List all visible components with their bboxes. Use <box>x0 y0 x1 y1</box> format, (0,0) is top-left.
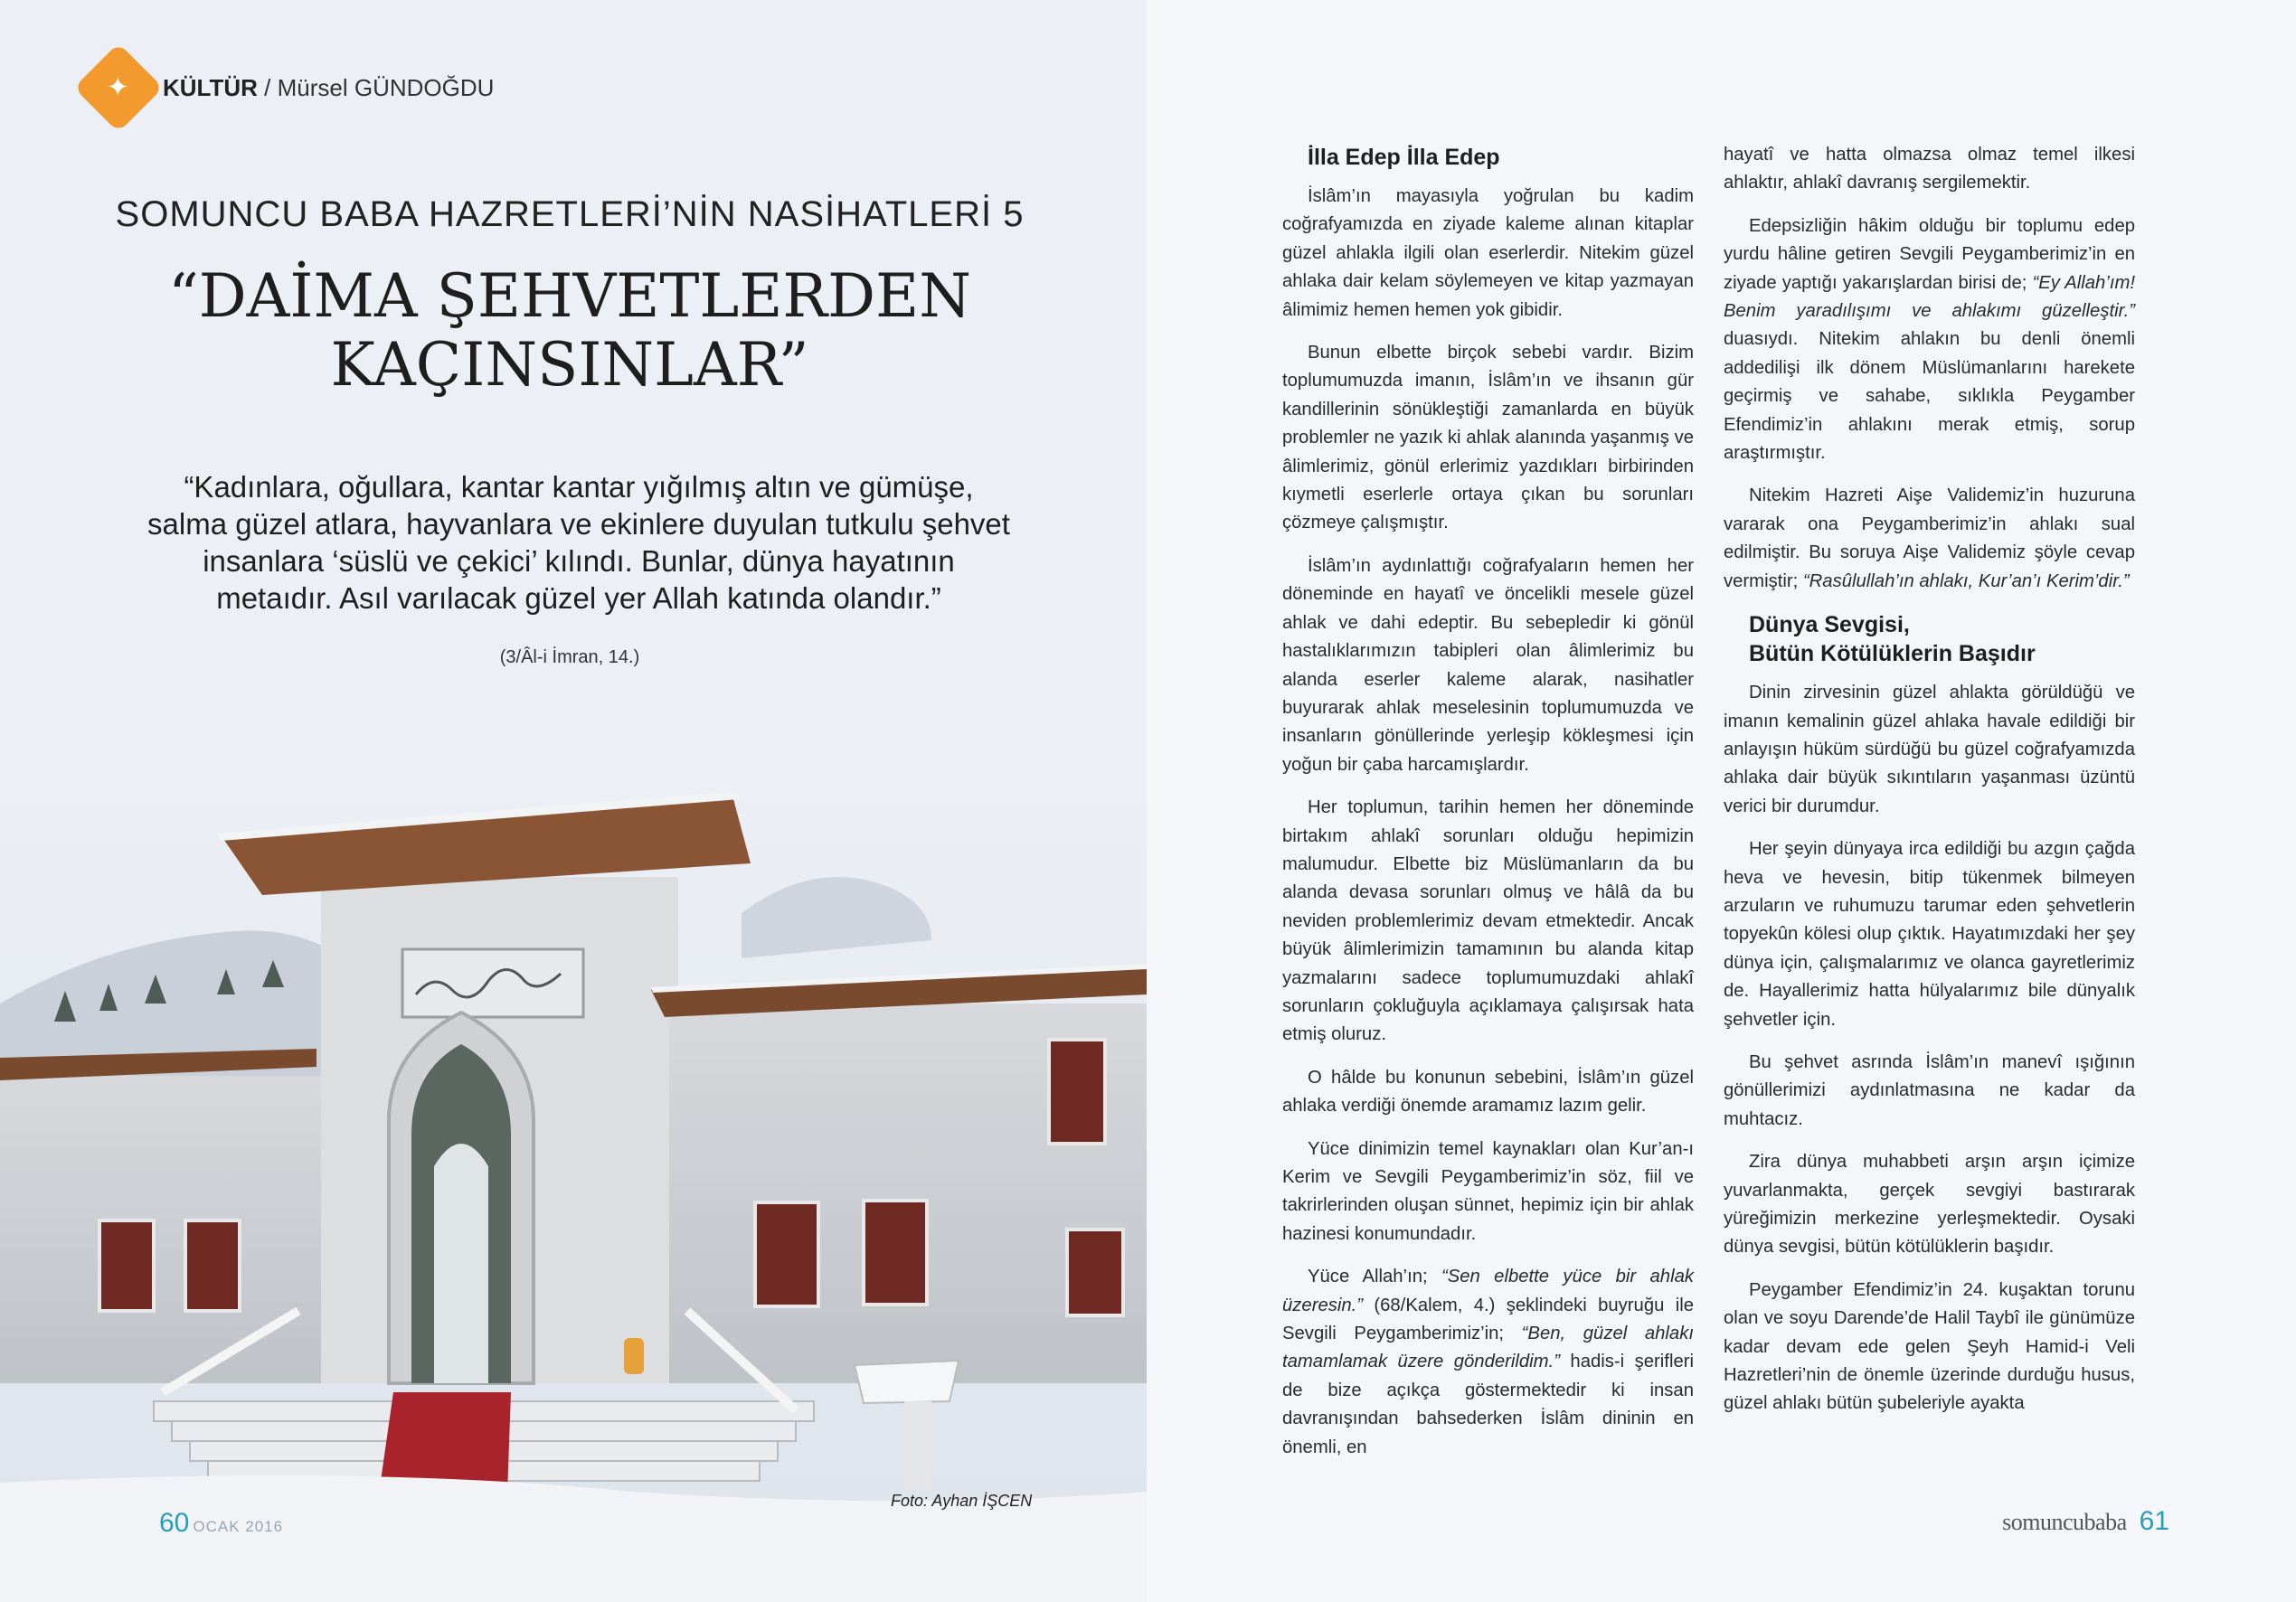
text-run: Yüce Allah’ın; <box>1308 1267 1441 1287</box>
text-run: duasıydı. Nitekim ahlakın bu denli önemli addedilişi ilk dönem Müslümanlarını harekete geçirmiş ve sahabe, sıklıkla Peygamber Efendimiz’in ahlakını merak etmiş, sorup araştırmıştır. <box>1724 329 2135 464</box>
left-page <box>0 0 1147 1602</box>
quote-run: “Sen elbette yüce bir ahlak üzeresin.” <box>1282 1267 1695 1315</box>
paragraph: Dinin zirvesinin güzel ahlakta görüldüğü ve imanın kemalinin güzel ahlaka havale edildiği bir anlayışın hüküm sürdüğü bu güzel coğrafyamızda ahlaka dair büyük sıkıntıların yaşanması üzüntü verici bir durumdur. <box>1724 683 2135 816</box>
paragraph: Zira dünya muhabbeti arşın arşın içimize yuvarlanmakta, gerçek sevgiyi bastırarak yüreğimizin merkezine yerleşmektedir. Oysaki dünya sevgisi, bütün kötülüklerin başıdır. <box>1724 1152 2135 1258</box>
text-run: Edepsizliğin hâkim olduğu bir toplumu edep yurdu hâline getiren Sevgili Peygamberimiz’in en ziyade yaptığı yakarışlardan birisi de; <box>1724 215 2135 293</box>
paragraph: İslâm’ın aydınlattığı coğrafyaların hemen her döneminde en hayatî ve öncelikli mesele güzel ahlak ve dahi edeptir. Bu sebepledir ki gönül hastalıklarımızın tabipleri olan âlimlerimiz bu alanda eserler kaleme alarak, nasihatler buyurarak ahlak meselesinin toplumumuzda ve insanların gönüllerinde yerleşip kökleşmesi için yoğun bir çaba harcamışlardır. <box>1282 555 1694 775</box>
heading-line-2: Bütün Kötülüklerin Başıdır <box>1749 641 2036 667</box>
text-column-2 <box>1724 141 2135 1433</box>
article-title <box>109 262 1031 400</box>
paragraph: Her şeyin dünyaya irca edildiği bu azgın çağda heva ve hevesin, bitip tükenmek bilmeyen arzuların ve ruhumuzu tarumar eden şehvetlerin topyekûn kölesi olup çıktık. Hayatımızdaki her şey dünya için, çalışmalarımız ve olanca gayretlerimiz de. Hayallerimiz hatta hülyalarımız bile dünyalık şehvetler için. <box>1724 839 2135 1030</box>
right-page-number: 61 <box>2139 1506 2169 1536</box>
mosque-photo <box>0 777 1147 1602</box>
quote-run: “Ey Allah’ım! Benim yaradılışımı ve ahlakımı güzelleştir.” <box>1724 272 2135 322</box>
paragraph: Bu şehvet asrında İslâm’ın manevî ışığının gönüllerimizi aydınlatmasına ne kadar da muhtacız. <box>1724 1051 2135 1129</box>
text-run: Nitekim Hazreti Aişe Validemiz’in huzuruna vararak ona Peygamberimiz’in ahlakı sual edilmiştir. Bu soruya Aişe Validemiz şöyle cevap vermiştir; <box>1724 485 2135 591</box>
text-column-1 <box>1282 143 1694 1476</box>
heading-line-1: Dünya Sevgisi, <box>1749 612 1910 638</box>
left-page-number <box>159 1508 283 1539</box>
section-badge-icon: ✦ <box>74 43 164 133</box>
right-page <box>1147 0 2296 1602</box>
paragraph: Yüce dinimizin temel kaynakları olan Kur’an-ı Kerim ve Sevgili Peygamberimiz’in söz, fiil ve takrirlerinden oluşan sünnet, hepimiz için bir ahlak hazinesi konumundadır. <box>1282 1138 1694 1244</box>
magazine-brand: somuncubaba <box>2002 1509 2127 1535</box>
paragraph: İslâm’ın mayasıyla yoğrulan bu kadim coğrafyamızda en ziyade kaleme alınan kitaplar güzel ahlakla ilgili olan eserlerdir. Nitekim güzel ahlaka dair kelam söylemeyen ve kitap yazmayan âlimimiz hemen hemen yok gibidir. <box>1282 186 1694 320</box>
text-run: hadis-i şerifleri de bize açıkça göstermektedir ki insan davranışından bahsederken İslâm dininin en önemli, en <box>1282 1352 1694 1457</box>
paragraph: Her toplumun, tarihin hemen her döneminde birtakım ahlakî sorunları olduğu hepimizin malumudur. Elbette biz Müslümanların da bu alanda devasa sorunları olmuş ve hâlâ da bu neviden problemlerimiz devam etmektedir. Ancak büyük âlimlerimizin tamamının bu alanda kitap yazmalarını sadece toplumumuzdaki ahlakî sorunların çokluğuyla açıklamaya çalışırsak hata etmiş oluruz. <box>1282 797 1694 1045</box>
photo-credit: Foto: Ayhan İŞCEN <box>891 1492 1033 1510</box>
paragraph: Peygamber Efendimiz’in 24. kuşaktan torunu olan ve soyu Darende’de Halil Taybî ile günümüze kadar devam ede gelen Şeyh Hamid-i Veli Hazretleri’nin de önemle üzerinde durduğu husus, güzel ahlakı bütün şubeleriyle ayakta <box>1724 1279 2135 1414</box>
paragraph: hayatî ve hatta olmazsa olmaz temel ilkesi ahlaktır, ahlakî davranış sergilemektir. <box>1724 145 2135 193</box>
author-name: Mürsel GÜNDOĞDU <box>277 73 495 101</box>
section-heading-edep: İlla Edep İlla Edep <box>1308 145 1500 170</box>
quote-run: “Ben, güzel ahlakı tamamlamak üzere gönderildim.” <box>1282 1324 1694 1372</box>
paragraph <box>1282 1263 1694 1462</box>
paragraph: Bunun elbette birçok sebebi vardır. Bizim toplumumuzda imanın, İslâm’ın ve ihsanın gür kandillerinin sönükleştiği zamanlarda en büyük problemler ne yazık ki ahlak alanında yaşanmış ve âlimlerimiz, gönül erlerimiz yazdıkları birbirinden kıymetli eserlerle ortaya çıkan bu sorunları çözmeye çalışmıştır. <box>1282 343 1694 533</box>
byline-separator: / <box>257 73 278 101</box>
verse-source: (3/Âl-i İmran, 14.) <box>499 647 640 667</box>
section-name: KÜLTÜR <box>163 73 258 101</box>
verse-quote: “Kadınlara, oğullara, kantar kantar yığılmış altın ve gümüşe, salma güzel atlara, hayvanlara ve ekinlere duyulan tutkulu şehvet insanlara ‘süslü ve çekici’ kılındı. Bunlar, dünya hayatının metaıdır. Asıl varılacak güzel yer Allah katında olandır.” <box>147 470 1010 615</box>
title-line-2: KAÇINSINLAR” <box>330 330 809 400</box>
paragraph <box>1724 212 2135 468</box>
issue-label: OCAK 2016 <box>193 1518 284 1535</box>
quote-run: “Rasûlullah’ın ahlakı, Kur’an’ı Kerim’dir.” <box>1802 570 2130 591</box>
paragraph <box>1724 482 2135 596</box>
left-page-num: 60 <box>159 1508 190 1538</box>
paragraph: O hâlde bu konunun sebebini, İslâm’ın güzel ahlaka verdiği önemde aramamız lazım gelir. <box>1282 1067 1694 1117</box>
section-byline <box>163 74 494 102</box>
right-footer <box>2002 1506 2169 1537</box>
section-tag <box>87 56 494 119</box>
title-line-1: “DAİMA ŞEHVETLERDEN <box>168 261 971 331</box>
section-heading-dunya <box>1749 610 2135 668</box>
text-run: (68/Kalem, 4.) şeklindeki buyruğu ile Sevgili Peygamberimiz’in; <box>1282 1295 1694 1344</box>
article-kicker: SOMUNCU BABA HAZRETLERİ’NİN NASİHATLERİ 5 <box>115 194 1025 234</box>
